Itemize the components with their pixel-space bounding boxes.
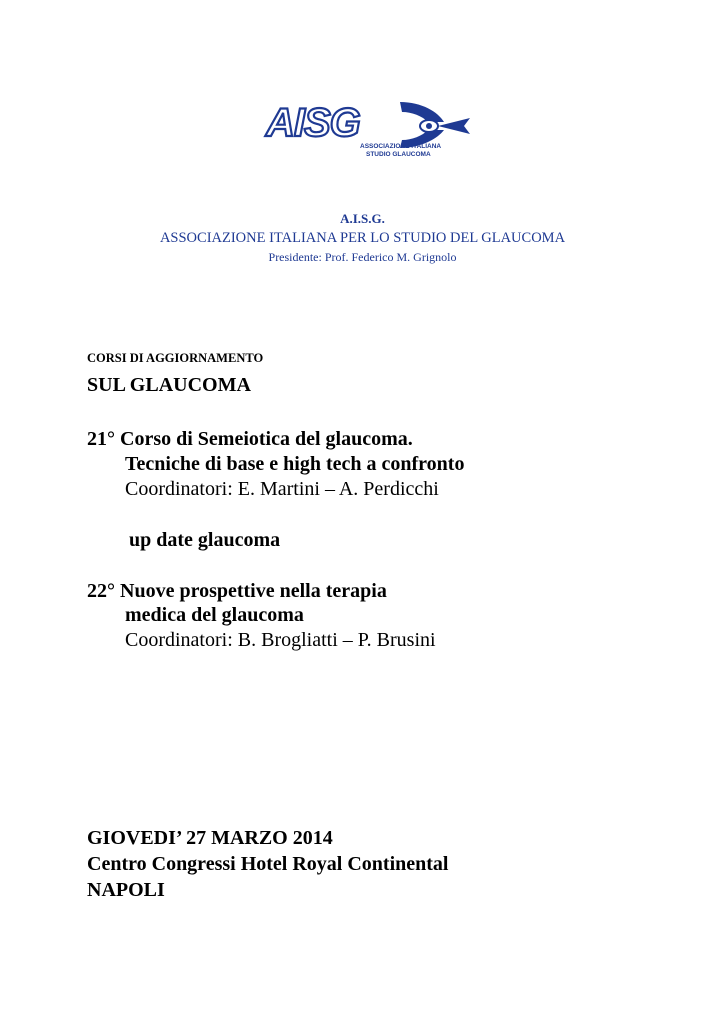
logo-line2: STUDIO GLAUCOMA [366, 151, 431, 158]
association-president: Presidente: Prof. Federico M. Grignolo [268, 250, 457, 264]
association-acronym: A.I.S.G. [340, 211, 385, 226]
course-22-coordinators: Coordinatori: B. Brogliatti – P. Brusini [125, 629, 436, 651]
association-name: ASSOCIAZIONE ITALIANA PER LO STUDIO DEL GLAUCOMA [159, 230, 566, 246]
courses-title: SUL GLAUCOMA [87, 374, 251, 396]
aisg-logo [262, 96, 472, 162]
course-21-title: 21° Corso di Semeiotica del glaucoma. [87, 428, 413, 450]
course-21-subtitle: Tecniche di base e high tech a confronto [125, 453, 465, 475]
event-city: NAPOLI [87, 879, 165, 901]
course-22-subtitle: medica del glaucoma [125, 604, 304, 626]
event-venue: Centro Congressi Hotel Royal Continental [87, 853, 449, 875]
event-date: GIOVEDI’ 27 MARZO 2014 [87, 827, 333, 849]
courses-kicker: CORSI DI AGGIORNAMENTO [87, 351, 264, 365]
logo-letters: AISG [266, 101, 360, 145]
update-glaucoma: up date glaucoma [129, 529, 281, 551]
logo-line1: ASSOCIAZIONE ITALIANA [360, 143, 442, 150]
course-21-coordinators: Coordinatori: E. Martini – A. Perdicchi [125, 478, 439, 500]
course-22-title: 22° Nuove prospettive nella terapia [87, 580, 387, 602]
